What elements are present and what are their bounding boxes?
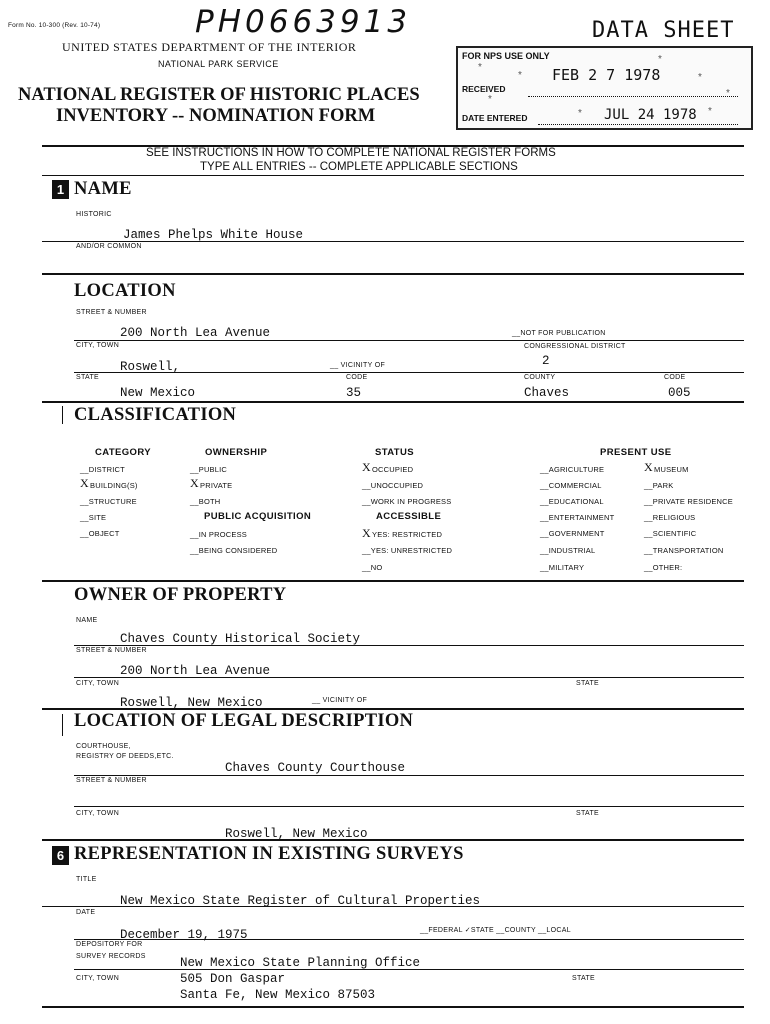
- legal-state-label: STATE: [576, 810, 600, 817]
- present-use-header: PRESENT USE: [600, 447, 672, 458]
- use-transportation: __TRANSPORTATION: [644, 546, 724, 555]
- depository-label-line2: SURVEY RECORDS: [76, 953, 146, 960]
- courthouse-value: Chaves County Courthouse: [225, 761, 406, 775]
- category-site: __SITE: [80, 513, 107, 522]
- street-value: 200 North Lea Avenue: [120, 326, 271, 340]
- state-code-value: 35: [346, 386, 362, 400]
- use-commercial: __COMMERCIAL: [540, 481, 602, 490]
- agency-name: NATIONAL PARK SERVICE: [158, 59, 279, 69]
- historic-label: HISTORIC: [76, 211, 112, 218]
- status-occupied: OCCUPIED: [372, 465, 414, 474]
- ownership-private: PRIVATE: [200, 481, 233, 490]
- use-agriculture: __AGRICULTURE: [540, 465, 605, 474]
- accessible-header: ACCESSIBLE: [376, 511, 442, 522]
- acquisition-being-considered: __BEING CONSIDERED: [190, 546, 278, 555]
- county-value: Chaves: [524, 386, 570, 400]
- use-religious: __RELIGIOUS: [644, 513, 696, 522]
- courthouse-label-line2: REGISTRY OF DEEDS,ETC.: [76, 753, 174, 760]
- city-value: Roswell,: [120, 360, 181, 374]
- form-title-line2: INVENTORY -- NOMINATION FORM: [56, 106, 376, 126]
- use-military: __MILITARY: [540, 563, 585, 572]
- category-buildings: BUILDING(S): [90, 481, 138, 490]
- survey-state-label: STATE: [572, 975, 596, 982]
- classification-section-title: CLASSIFICATION: [74, 405, 237, 425]
- use-museum: MUSEUM: [654, 465, 689, 474]
- status-occupied-mark: X: [362, 460, 371, 474]
- survey-title-label: TITLE: [76, 876, 97, 883]
- state-label: STATE: [76, 374, 100, 381]
- city-town-label: CITY, TOWN: [76, 342, 120, 349]
- street-number-label: STREET & NUMBER: [76, 309, 147, 316]
- owner-name-value: Chaves County Historical Society: [120, 632, 361, 646]
- owner-street-label: STREET & NUMBER: [76, 647, 147, 654]
- location-section-title: LOCATION: [74, 281, 176, 301]
- status-unoccupied: __UNOCCUPIED: [362, 481, 424, 490]
- historic-value: James Phelps White House: [123, 228, 304, 242]
- name-section-title: NAME: [74, 179, 132, 199]
- category-header: CATEGORY: [95, 447, 151, 458]
- owner-section-title: OWNER OF PROPERTY: [74, 585, 287, 605]
- category-building-mark: X: [80, 476, 89, 490]
- legal-city-value: Roswell, New Mexico: [225, 827, 368, 841]
- ownership-header: OWNERSHIP: [205, 447, 268, 458]
- survey-address-line2: Santa Fe, New Mexico 87503: [180, 988, 376, 1002]
- received-date: FEB 2 7 1978: [552, 66, 661, 84]
- depository-value: New Mexico State Planning Office: [180, 956, 421, 970]
- received-label: RECEIVED: [462, 84, 506, 94]
- county-code-label: CODE: [664, 374, 686, 381]
- survey-date-label: DATE: [76, 909, 96, 916]
- state-value: New Mexico: [120, 386, 196, 400]
- surveys-section-title: REPRESENTATION IN EXISTING SURVEYS: [74, 844, 464, 864]
- use-park: __PARK: [644, 481, 674, 490]
- not-for-publication-option: __NOT FOR PUBLICATION: [512, 330, 606, 337]
- survey-date-value: December 19, 1975: [120, 928, 248, 942]
- congressional-district-value: 2: [542, 354, 550, 368]
- nps-use-label: FOR NPS USE ONLY: [462, 51, 550, 61]
- status-work-in-progress: __WORK IN PROGRESS: [362, 497, 452, 506]
- survey-title-value: New Mexico State Register of Cultural Properties: [120, 894, 481, 908]
- public-acquisition-header: PUBLIC ACQUISITION: [204, 511, 312, 522]
- use-entertainment: __ENTERTAINMENT: [540, 513, 615, 522]
- use-private-residence: __PRIVATE RESIDENCE: [644, 497, 733, 506]
- owner-state-label: STATE: [576, 680, 600, 687]
- date-entered-value: JUL 24 1978: [604, 107, 697, 123]
- date-entered-label: DATE ENTERED: [462, 113, 528, 123]
- use-industrial: __INDUSTRIAL: [540, 546, 596, 555]
- handwritten-id: PH0663913: [195, 4, 412, 40]
- accessible-restricted-mark: X: [362, 526, 371, 540]
- section-1-number: 1: [52, 180, 69, 199]
- form-title-line1: NATIONAL REGISTER OF HISTORIC PLACES: [18, 85, 420, 105]
- survey-city-label: CITY, TOWN: [76, 975, 120, 982]
- courthouse-label-line1: COURTHOUSE,: [76, 743, 131, 750]
- county-code-value: 005: [668, 386, 691, 400]
- form-number: Form No. 10-300 (Rev. 10-74): [8, 22, 101, 29]
- nps-use-stamp-box: FOR NPS USE ONLY RECEIVED FEB 2 7 1978 DATE ENTERED JUL 24 1978 * * * * * * * *: [456, 46, 753, 130]
- accessible-unrestricted: __YES: UNRESTRICTED: [362, 546, 453, 555]
- status-header: STATUS: [375, 447, 414, 458]
- legal-description-section-title: LOCATION OF LEGAL DESCRIPTION: [74, 711, 414, 731]
- vicinity-option: __ VICINITY OF: [330, 362, 386, 369]
- ownership-private-mark: X: [190, 476, 199, 490]
- depository-label-line1: DEPOSITORY FOR: [76, 941, 143, 948]
- owner-street-value: 200 North Lea Avenue: [120, 664, 271, 678]
- congressional-district-label: CONGRESSIONAL DISTRICT: [524, 343, 626, 350]
- survey-level-options: __FEDERAL ✓STATE __COUNTY __LOCAL: [420, 927, 571, 934]
- instructions-line1: SEE INSTRUCTIONS IN HOW TO COMPLETE NATIONAL REGISTER FORMS: [146, 147, 556, 159]
- survey-address-line1: 505 Don Gaspar: [180, 972, 286, 986]
- instructions-line2: TYPE ALL ENTRIES -- COMPLETE APPLICABLE SECTIONS: [200, 161, 518, 173]
- use-museum-mark: X: [644, 460, 653, 474]
- owner-city-label: CITY, TOWN: [76, 680, 120, 687]
- use-other: __OTHER:: [644, 563, 683, 572]
- county-label: COUNTY: [524, 374, 556, 381]
- acquisition-in-process: __IN PROCESS: [190, 530, 248, 539]
- legal-street-label: STREET & NUMBER: [76, 777, 147, 784]
- department-name: UNITED STATES DEPARTMENT OF THE INTERIOR: [62, 40, 357, 54]
- ownership-both: __BOTH: [190, 497, 221, 506]
- legal-city-label: CITY, TOWN: [76, 810, 120, 817]
- owner-vicinity-option: __ VICINITY OF: [312, 697, 368, 704]
- owner-city-value: Roswell, New Mexico: [120, 696, 263, 710]
- ownership-public: __PUBLIC: [190, 465, 228, 474]
- data-sheet-stamp: DATA SHEET: [592, 18, 735, 43]
- state-code-label: CODE: [346, 374, 368, 381]
- common-name-label: AND/OR COMMON: [76, 243, 142, 250]
- use-educational: __EDUCATIONAL: [540, 497, 604, 506]
- owner-name-label: NAME: [76, 617, 98, 624]
- category-object: __OBJECT: [80, 529, 120, 538]
- accessible-restricted: YES: RESTRICTED: [372, 530, 443, 539]
- use-scientific: __SCIENTIFIC: [644, 529, 697, 538]
- accessible-no: __NO: [362, 563, 383, 572]
- section-6-number: 6: [52, 846, 69, 865]
- category-district: __DISTRICT: [80, 465, 125, 474]
- use-government: __GOVERNMENT: [540, 529, 605, 538]
- category-structure: __STRUCTURE: [80, 497, 137, 506]
